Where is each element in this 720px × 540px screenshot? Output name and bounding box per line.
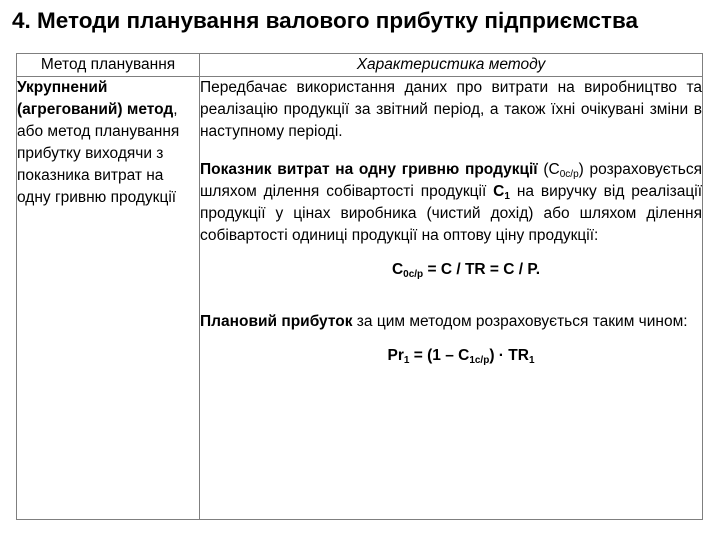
profit-paragraph: Плановий прибуток за цим методом розраховується таким чином: xyxy=(200,313,688,330)
method-name-cell xyxy=(17,77,200,520)
profit-term: Плановий прибуток xyxy=(200,313,353,330)
slide-title: 4. Методи планування валового прибутку підприємства xyxy=(12,8,639,33)
formula-planned-profit: $Pr_1 = (1 - С_{1с/р}) \cdot TR_1$ xyxy=(387,347,535,366)
table-row xyxy=(17,77,703,520)
header-characteristic: Характеристика методу xyxy=(200,54,703,77)
indicator-paragraph: Показник витрат на одну гривню продукції $(С_{0с/р})$ розраховується шляхом ділення собівартості продукції $С_1$ на виручку від реалізації продукції у цінах виробника (чистий дохід) або шляхом ділення собівартості одиниці продукції на оптову ціну продукції: xyxy=(200,161,702,244)
methods-table xyxy=(16,53,703,520)
method-name-bold: Укрупнений (агрегований) метод xyxy=(17,79,174,118)
header-method: Метод планування xyxy=(17,54,200,77)
table-header-row xyxy=(17,54,703,77)
indicator-term: Показник витрат на одну гривню продукції xyxy=(200,161,538,178)
method-name-rest: , або метод планування прибутку виходячи з показника витрат на одну гривню продукції xyxy=(17,101,180,206)
formula-cost-indicator: $С_{0с/р} = С$ / TR = C / P. xyxy=(391,261,541,280)
method-description: Передбачає використання даних про витрати на виробництво та реалізацію продукції за звітний період, а також їхні очікувані зміни в наступному періоді. xyxy=(200,79,702,140)
method-characteristic-cell xyxy=(200,77,703,520)
